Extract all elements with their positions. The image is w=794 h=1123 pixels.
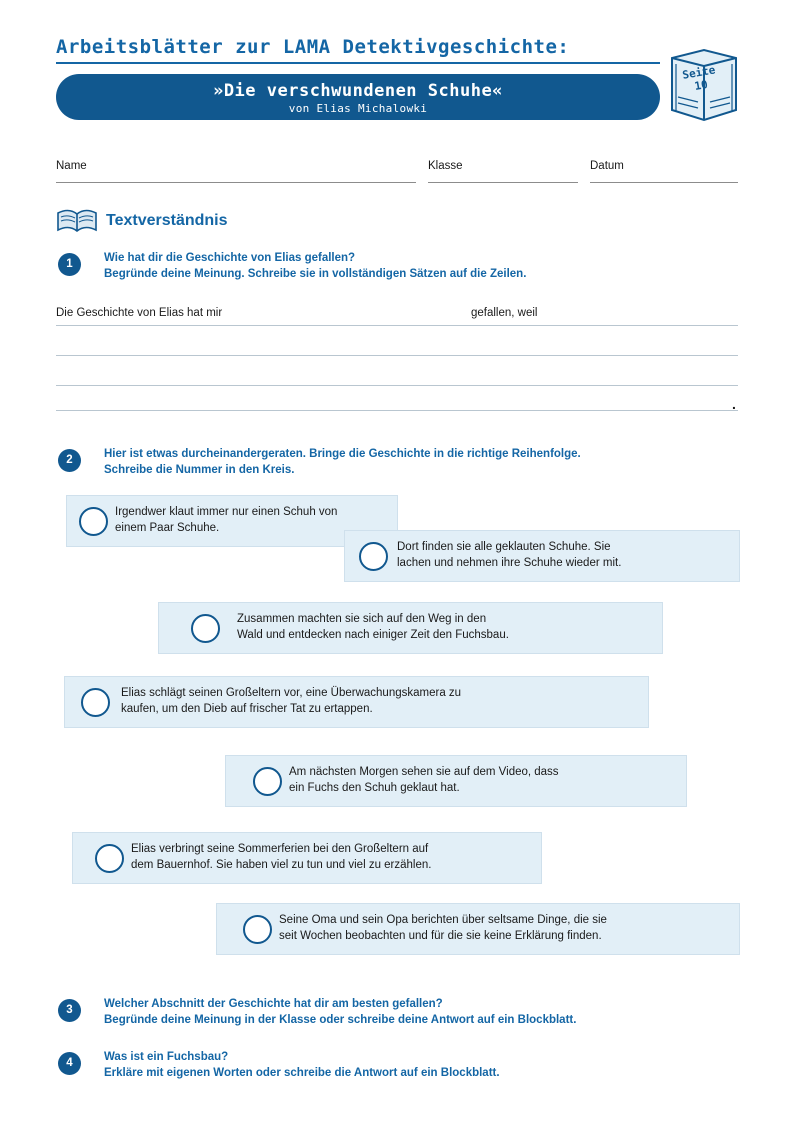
snippet-3-line-2: Wald und entdecken nach einiger Zeit den Fuchsbau. [237,629,509,641]
story-snippet-2[interactable] [344,530,740,582]
task-number-3: 3 [58,999,81,1022]
task-instruction-2 [104,447,724,478]
snippet-5-line-2: ein Fuchs den Schuh geklaut hat. [289,782,460,794]
task-2-line-2: Schreibe die Nummer in den Kreis. [104,463,295,476]
open-book-icon [56,207,98,235]
page-badge [664,44,744,126]
story-snippet-5[interactable] [225,755,687,807]
snippet-7-line-1: Seine Oma und sein Opa berichten über seltsame Dinge, die sie [279,914,607,926]
task-number-2: 2 [58,449,81,472]
story-snippet-7[interactable] [216,903,740,955]
story-title-bar [56,74,660,120]
answer-line-4[interactable] [56,410,738,411]
snippet-text-4 [121,685,641,717]
answer-line-3[interactable] [56,385,738,386]
snippet-3-line-1: Zusammen machten sie sich auf den Weg in den [237,613,487,625]
answer-final-dot: . [732,396,736,412]
klasse-input-line[interactable] [428,182,578,183]
answer-sentence-middle: gefallen, weil [471,307,538,319]
snippet-4-line-2: kaufen, um den Dieb auf frischer Tat zu ertappen. [121,703,373,715]
snippet-text-6 [131,841,531,873]
answer-sentence-start: Die Geschichte von Elias hat mir [56,307,223,319]
page-badge-number: 10 [693,77,709,93]
name-label: Name [56,160,87,172]
task-instruction-1 [104,251,704,282]
snippet-text-3 [237,611,652,643]
student-field-row [56,160,738,188]
story-snippet-4[interactable] [64,676,649,728]
task-number-4: 4 [58,1052,81,1075]
answer-line-2[interactable] [56,355,738,356]
snippet-text-5 [289,764,669,796]
story-snippet-6[interactable] [72,832,542,884]
snippet-1-line-1: Irgendwer klaut immer nur einen Schuh von [115,506,338,518]
task-1-line-2: Begründe deine Meinung. Schreibe sie in vollständigen Sätzen auf die Zeilen. [104,267,527,280]
snippet-7-line-2: seit Wochen beobachten und für die sie keine Erklärung finden. [279,930,602,942]
task-instruction-4 [104,1050,724,1081]
task-instruction-3 [104,997,724,1028]
snippet-2-line-1: Dort finden sie alle geklauten Schuhe. Sie [397,541,611,553]
story-title: »Die verschwundenen Schuhe« [213,81,503,101]
snippet-5-line-1: Am nächsten Morgen sehen sie auf dem Video, dass [289,766,559,778]
page-title: Arbeitsblätter zur LAMA Detektivgeschichte: [56,36,570,58]
header-divider [56,62,660,64]
snippet-order-circle-4[interactable] [81,688,110,717]
datum-label: Datum [590,160,624,172]
snippet-text-2 [397,539,727,571]
answer-line-1[interactable] [56,325,738,326]
snippet-6-line-1: Elias verbringt seine Sommerferien bei den Großeltern auf [131,843,429,855]
datum-input-line[interactable] [590,182,738,183]
task-4-line-1: Was ist ein Fuchsbau? [104,1051,229,1063]
story-snippet-3[interactable] [158,602,663,654]
klasse-label: Klasse [428,160,463,172]
snippet-order-circle-2[interactable] [359,542,388,571]
task-number-1: 1 [58,253,81,276]
snippet-order-circle-3[interactable] [191,614,220,643]
section-heading-text: Textverständnis [106,212,228,229]
snippet-order-circle-1[interactable] [79,507,108,536]
snippet-2-line-2: lachen und nehmen ihre Schuhe wieder mit. [397,557,622,569]
task-3-line-2: Begründe deine Meinung in der Klasse oder schreibe deine Antwort auf ein Blockblatt. [104,1013,577,1026]
name-input-line[interactable] [56,182,416,183]
snippet-6-line-2: dem Bauernhof. Sie haben viel zu tun und viel zu erzählen. [131,859,432,871]
snippet-order-circle-6[interactable] [95,844,124,873]
task-1-line-1: Wie hat dir die Geschichte von Elias gefallen? [104,252,356,264]
snippet-4-line-1: Elias schlägt seinen Großeltern vor, eine Überwachungskamera zu [121,687,462,699]
section-heading [56,207,456,239]
story-author: von Elias Michalowki [288,102,428,115]
task-2-line-1: Hier ist etwas durcheinandergeraten. Bringe die Geschichte in die richtige Reihenfolge. [104,448,581,460]
snippet-1-line-2: einem Paar Schuhe. [115,522,220,534]
task-3-line-1: Welcher Abschnitt der Geschichte hat dir am besten gefallen? [104,998,443,1010]
task-4-line-2: Erkläre mit eigenen Worten oder schreibe die Antwort auf ein Blockblatt. [104,1066,500,1079]
snippet-order-circle-7[interactable] [243,915,272,944]
snippet-text-7 [279,912,729,944]
snippet-order-circle-5[interactable] [253,767,282,796]
page-badge-word: Seite [681,63,717,82]
